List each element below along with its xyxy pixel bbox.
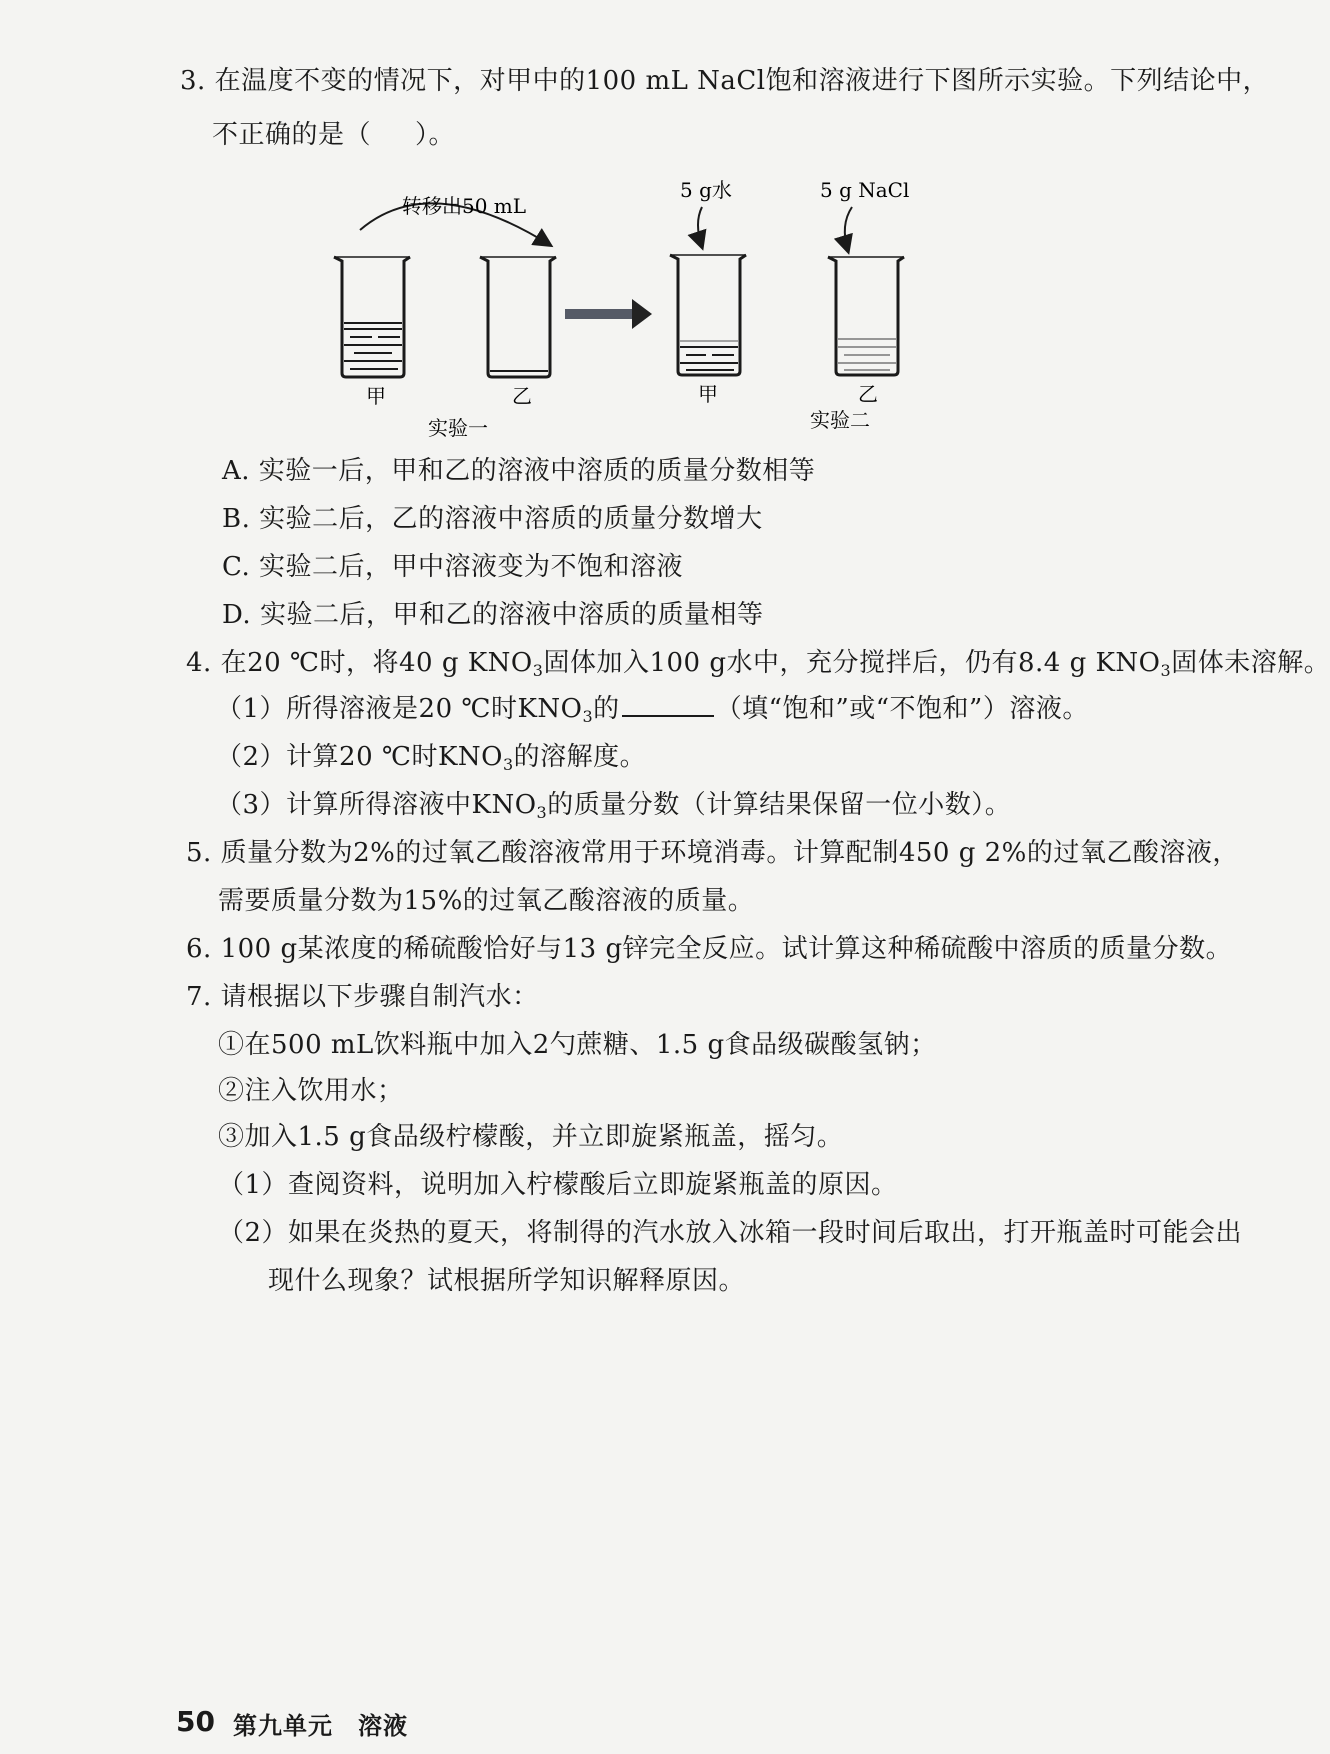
experiment2-label: 实验二 bbox=[810, 408, 870, 432]
unit-title: 第九单元 溶液 bbox=[233, 1711, 408, 1740]
beaker-label-jia-exp1: 甲 bbox=[366, 384, 386, 408]
q3-option-c: C. 实验二后，甲中溶液变为不饱和溶液 bbox=[222, 552, 683, 582]
beaker-jia-exp1 bbox=[334, 257, 410, 377]
q7-part2-line2: 现什么现象？试根据所学知识解释原因。 bbox=[268, 1266, 746, 1296]
beaker-label-yi-exp2: 乙 bbox=[858, 382, 878, 406]
add-nacl-arrow bbox=[845, 207, 852, 251]
q7-step1: ①在500 mL饮料瓶中加入2勺蔗糖、1.5 g食品级碳酸氢钠； bbox=[218, 1030, 937, 1060]
add-nacl-label: 5 g NaCl bbox=[820, 178, 910, 202]
q3-option-d: D. 实验二后，甲和乙的溶液中溶质的质量相等 bbox=[222, 600, 764, 630]
page-number: 50 bbox=[176, 1705, 215, 1738]
add-water-label: 5 g水 bbox=[680, 178, 732, 202]
process-arrow bbox=[565, 299, 652, 329]
beaker-label-yi-exp1: 乙 bbox=[512, 384, 532, 408]
q6-line1: 6. 100 g某浓度的稀硫酸恰好与13 g锌完全反应。试计算这种稀硫酸中溶质的质量分数。 bbox=[186, 934, 1233, 964]
add-water-arrow bbox=[698, 207, 702, 247]
q3-stem-line1: 3. 在温度不变的情况下，对甲中的100 mL NaCl饱和溶液进行下图所示实验。下列结论中， bbox=[180, 66, 1270, 96]
q4-part2: （2）计算20 ℃时$KNO_3$的溶解度。 bbox=[216, 742, 647, 774]
q4-part1: （1）所得溶液是20 ℃时$KNO_3$的 （填“饱和”或“不饱和”）溶液。 bbox=[216, 694, 1089, 726]
beaker-yi-exp2 bbox=[828, 257, 904, 375]
q3-option-b: B. 实验二后，乙的溶液中溶质的质量分数增大 bbox=[222, 504, 763, 534]
q7-part1: （1）查阅资料，说明加入柠檬酸后立即旋紧瓶盖的原因。 bbox=[218, 1170, 898, 1200]
transfer-label: 转移出50 mL bbox=[402, 194, 527, 218]
experiment-diagram bbox=[310, 175, 970, 440]
q3-option-a: A. 实验一后，甲和乙的溶液中溶质的质量分数相等 bbox=[222, 456, 816, 486]
q5-line2: 需要质量分数为15%的过氧乙酸溶液的质量。 bbox=[218, 886, 755, 916]
q5-line1: 5. 质量分数为2%的过氧乙酸溶液常用于环境消毒。计算配制450 g 2%的过氧乙酸溶液， bbox=[186, 838, 1239, 868]
beaker-yi-exp1 bbox=[480, 257, 556, 377]
q7-step2: ②注入饮用水； bbox=[218, 1076, 404, 1106]
fill-in-blank[interactable] bbox=[622, 693, 714, 717]
q4-stem: 4. 在20 ℃时，将40 g $KNO_3$固体加入100 g水中，充分搅拌后，仍有8.4 g $KNO_3$固体未溶解。 bbox=[186, 648, 1330, 680]
beaker-label-jia-exp2: 甲 bbox=[698, 382, 718, 406]
q4-part3: （3）计算所得溶液中$KNO_3$的质量分数（计算结果保留一位小数）。 bbox=[216, 790, 1012, 822]
beaker-jia-exp2 bbox=[670, 255, 746, 375]
q7-line1: 7. 请根据以下步骤自制汽水： bbox=[186, 982, 539, 1012]
q3-stem-line2: 不正确的是（ ）。 bbox=[212, 120, 456, 150]
experiment1-label: 实验一 bbox=[428, 416, 488, 440]
q7-step3: ③加入1.5 g食品级柠檬酸，并立即旋紧瓶盖，摇匀。 bbox=[218, 1122, 844, 1152]
q7-part2-line1: （2）如果在炎热的夏天，将制得的汽水放入冰箱一段时间后取出，打开瓶盖时可能会出 bbox=[218, 1218, 1243, 1248]
